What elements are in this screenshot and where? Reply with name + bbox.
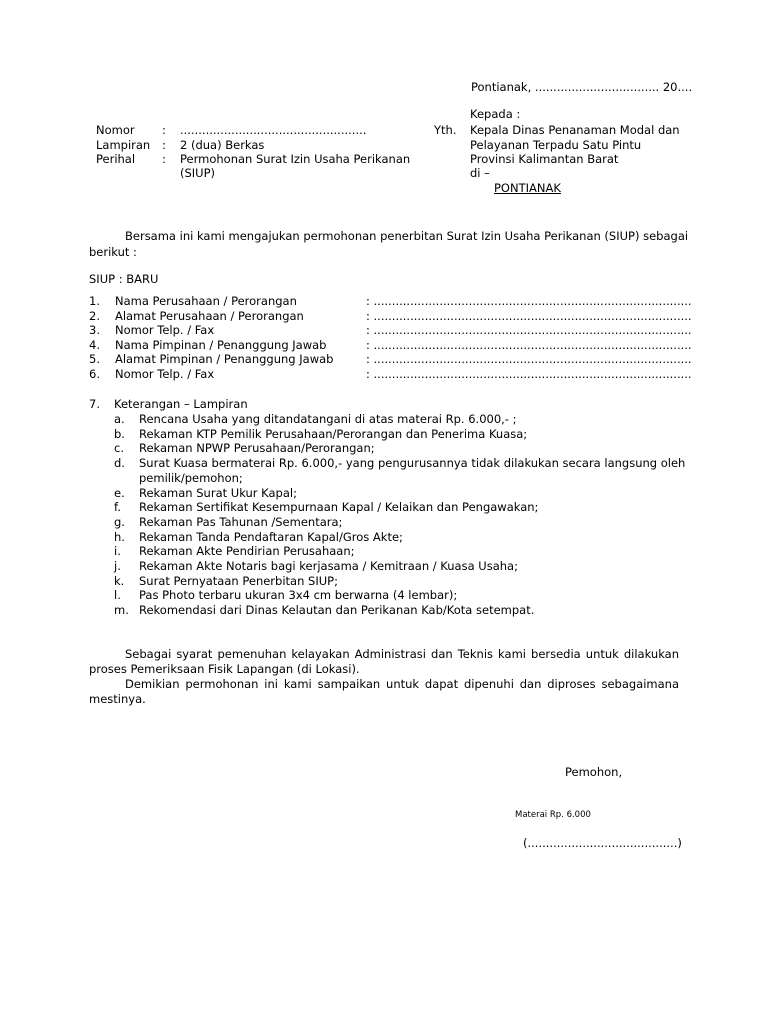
lampiran-label: Lampiran [96,138,151,152]
place-date: Pontianak, .................................. 20.... [471,80,693,94]
nomor-label: Nomor [96,123,135,137]
list-item-letter: h. [114,529,125,544]
field-label: Nama Perusahaan / Perorangan [115,294,297,308]
list-item-text: Rekaman KTP Pemilik Perusahaan/Perorangan dan Penerima Kuasa; [139,426,528,441]
list-item-text: Rekaman NPWP Perusahaan/Perorangan; [139,441,375,456]
list-item-text: Rekaman Sertifikat Kesempurnaan Kapal / Kelaikan dan Pengawakan; [139,500,539,515]
field-number: 4. [89,337,100,352]
field-number: 1. [89,294,100,308]
perihal-value-line-2: (SIUP) [180,166,216,180]
list-item-text: Rekaman Tanda Pendaftaran Kapal/Gros Akte; [139,529,403,544]
list-item-text: Pas Photo terbaru ukuran 3x4 cm berwarna (4 lembar); [139,588,458,603]
attachments-title: Keterangan – Lampiran [114,397,248,411]
signature-materai: Materai Rp. 6.000 [515,810,591,820]
field-label: Alamat Pimpinan / Penanggung Jawab [115,352,334,366]
list-item-letter: e. [114,485,125,500]
list-item-text: pemilik/pemohon; [139,470,243,485]
list-item-letter: g. [114,514,125,529]
list-item-text: Rekaman Surat Ukur Kapal; [139,485,297,500]
attachments-number: 7. [89,397,100,411]
list-item-text: Rekaman Akte Pendirian Perusahaan; [139,544,355,559]
field-fill-line: : ....................................................................................... [366,367,692,381]
list-item-letter: c. [114,441,124,456]
closing-paragraph-2: Demikian permohonan ini kami sampaikan untuk dapat dipenuhi dan diproses sebagaimana mestinya. [89,677,679,706]
recipient-line-2: Pelayanan Terpadu Satu Pintu [470,138,642,152]
recipient-di: di – [470,166,490,180]
list-item-letter: d. [114,456,125,471]
recipient-city: PONTIANAK [494,181,561,195]
field-fill-line: : ....................................................................................... [366,323,692,337]
list-item-letter: j. [114,559,121,573]
field-fill-line: : ....................................................................................... [366,294,692,308]
field-label: Nomor Telp. / Fax [115,323,215,337]
field-number: 5. [89,352,100,366]
list-item-text: Rekaman Akte Notaris bagi kerjasama / Kemitraan / Kuasa Usaha; [139,559,518,573]
field-label: Nomor Telp. / Fax [115,367,215,381]
nomor-value: ................................................... [180,123,367,137]
perihal-colon: : [162,152,166,166]
list-item-letter: l. [114,588,121,603]
list-item-text: Rekomendasi dari Dinas Kelautan dan Perikanan Kab/Kota setempat. [139,603,535,618]
list-item-letter: f. [114,500,121,515]
signature-name-line: (.........................................) [523,836,682,850]
intro-line-2: berikut : [89,245,137,259]
list-item-letter: i. [114,544,121,559]
closing-paragraph-1: Sebagai syarat pemenuhan kelayakan Administrasi dan Teknis kami bersedia untuk dilakukan proses Pemeriksaan Fisik Lapangan (di Lokasi). [89,647,679,676]
list-item-text: Rencana Usaha yang ditandatangani di atas materai Rp. 6.000,- ; [139,412,517,426]
field-number: 3. [89,323,100,337]
field-number: 2. [89,308,100,323]
field-label: Nama Pimpinan / Penanggung Jawab [115,337,327,352]
list-item-text: Surat Kuasa bermaterai Rp. 6.000,- yang pengurusannya tidak dilakukan secara langsung oleh [139,456,686,471]
lampiran-colon: : [162,138,166,152]
intro-line-1: Bersama ini kami mengajukan permohonan penerbitan Surat Izin Usaha Perikanan (SIUP) sebagai [125,229,689,243]
field-fill-line: : ....................................................................................... [366,352,692,366]
recipient-yth: Yth. [434,123,457,137]
list-item-letter: k. [114,573,125,588]
recipient-line-1: Kepala Dinas Penanaman Modal dan [470,123,680,137]
list-item-letter: b. [114,426,125,441]
list-item-letter: m. [114,603,129,618]
perihal-label: Perihal [96,152,136,166]
field-fill-line: : ....................................................................................... [366,337,692,352]
perihal-value-line-1: Permohonan Surat Izin Usaha Perikanan [180,152,411,166]
field-number: 6. [89,367,100,381]
list-item-letter: a. [114,412,125,426]
nomor-colon: : [162,123,166,137]
siup-type: SIUP : BARU [89,272,159,286]
list-item-text: Surat Pernyataan Penerbitan SIUP; [139,573,338,588]
recipient-kepada: Kepada : [470,107,521,121]
list-item-text: Rekaman Pas Tahunan /Sementara; [139,514,343,529]
lampiran-value: 2 (dua) Berkas [180,138,265,152]
signature-pemohon: Pemohon, [565,765,623,779]
recipient-line-3: Provinsi Kalimantan Barat [470,152,619,166]
field-fill-line: : ....................................................................................... [366,308,692,323]
field-label: Alamat Perusahaan / Perorangan [115,308,304,323]
